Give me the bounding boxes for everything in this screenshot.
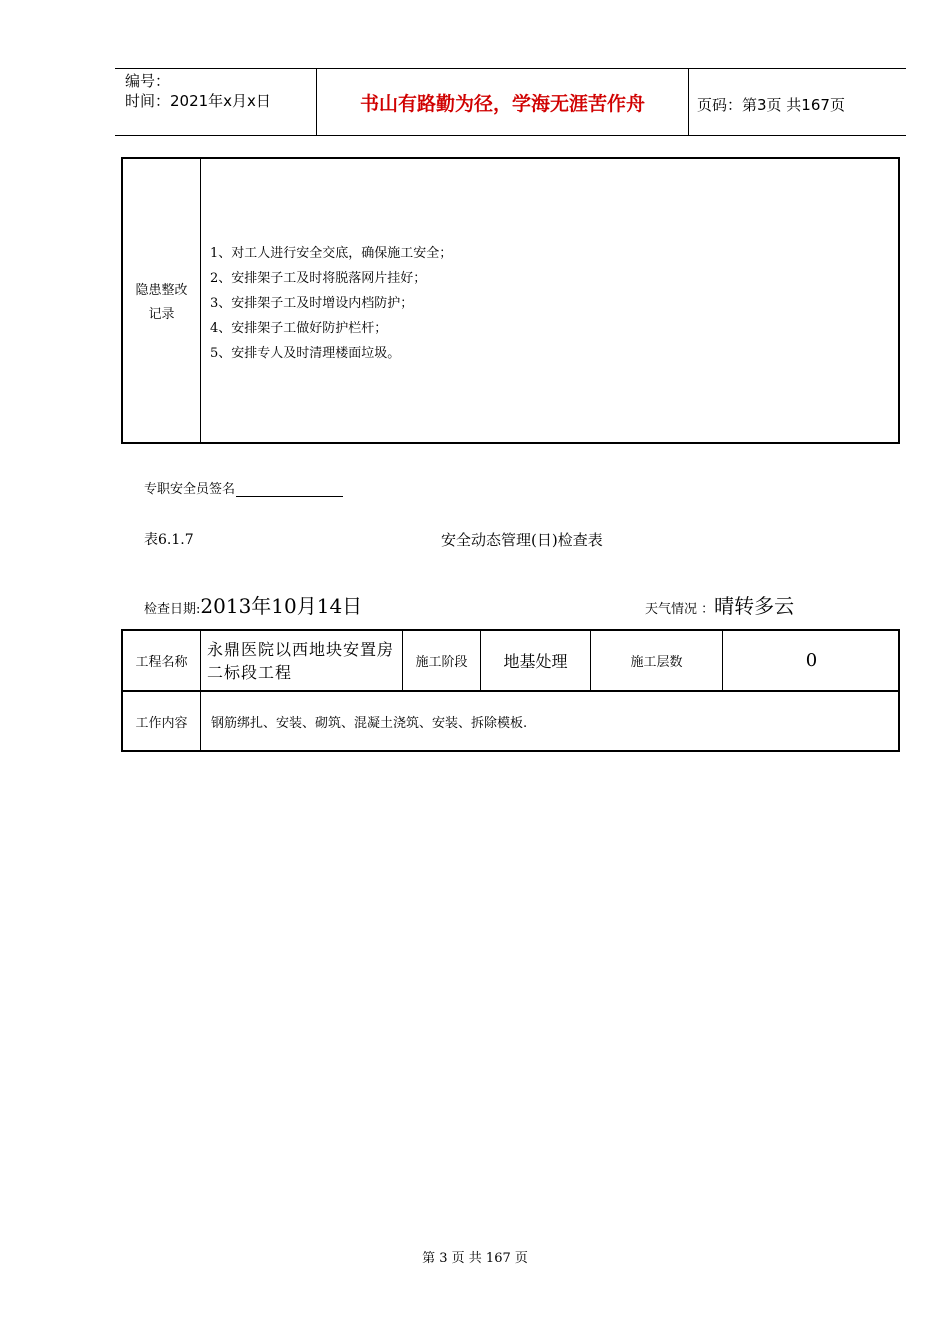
stage-value: 地基处理 xyxy=(503,652,568,671)
header-page-info: 页码：第3页 共167页 xyxy=(697,96,845,114)
page-header xyxy=(115,68,906,136)
list-item: 5、安排专人及时清理楼面垃圾。 xyxy=(210,346,401,361)
table-title: 安全动态管理(日)检查表 xyxy=(441,531,603,549)
table-number: 表6.1.7 xyxy=(144,532,194,548)
project-name-label: 工程名称 xyxy=(135,655,188,670)
header-motto: 书山有路勤为径，学海无涯苦作舟 xyxy=(359,93,645,115)
floors-label: 施工层数 xyxy=(630,655,683,670)
time-label: 时间：2021年x月x日 xyxy=(125,92,271,110)
weather-value: 晴转多云 xyxy=(714,594,795,618)
project-name-value: 永鼎医院以西地块安置房二标段工程 xyxy=(207,639,395,682)
floors-value: 0 xyxy=(805,650,818,671)
signature-line xyxy=(236,482,343,497)
date-value: 2013年10月14日 xyxy=(200,594,363,618)
inspection-date xyxy=(144,590,362,619)
hazard-record-label: 隐患整改 记录 xyxy=(135,283,188,322)
stage-label: 施工阶段 xyxy=(415,655,468,670)
list-item: 2、安排架子工及时将脱落网片挂好； xyxy=(210,271,427,286)
weather-info xyxy=(645,590,794,619)
weather-label: 天气情况 ： xyxy=(645,602,715,617)
hazard-record-list xyxy=(210,241,452,366)
work-content-label: 工作内容 xyxy=(135,715,188,731)
signature-row xyxy=(144,478,343,497)
number-label: 编号： xyxy=(125,72,171,90)
header-divider xyxy=(688,69,689,135)
signature-label: 专职安全员签名 xyxy=(144,482,236,497)
hazard-record-table xyxy=(121,157,900,444)
date-label: 检查日期: xyxy=(144,602,201,617)
table-divider xyxy=(200,159,201,442)
project-table xyxy=(121,629,900,752)
list-item: 3、安排架子工及时增设内档防护； xyxy=(210,296,414,311)
list-item: 1、对工人进行安全交底，确保施工安全； xyxy=(210,246,453,261)
work-content-value: 钢筋绑扎、安装、砌筑、混凝土浇筑、安装、拆除模板. xyxy=(211,715,528,731)
page-footer: 第 3 页 共 167 页 xyxy=(422,1251,528,1266)
table-divider xyxy=(200,631,201,750)
header-meta xyxy=(125,71,271,111)
list-item: 4、安排架子工做好防护栏杆； xyxy=(210,321,388,336)
